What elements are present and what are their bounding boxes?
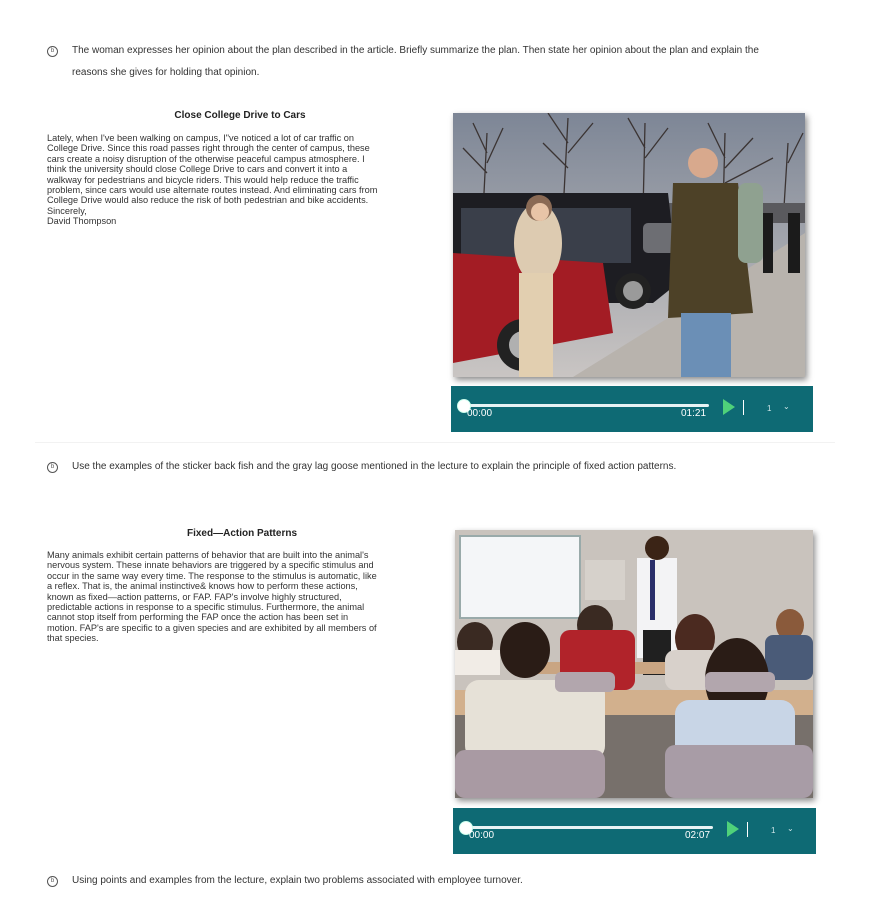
current-time: 00:00	[467, 408, 493, 419]
question-marker-icon: b	[47, 46, 58, 57]
question-1-text: The woman expresses her opinion about the plan described in the article. Briefly summarize the plan. Then state her opinion about the plan and explain the	[72, 45, 759, 56]
divider	[743, 400, 744, 415]
divider	[747, 822, 748, 837]
section-divider	[35, 442, 835, 443]
passage-1-body: Lately, when I've been walking on campus, I"ve noticed a lot of car traffic on College Drive. Since this road passes right through the center of campus, these cars create a noisy disruption of the otherwise peaceful campus atmosphere. I think the university should close College Drive to cars and convert it into a walkway for pedestrians and bicycle riders. This would help reduce the traffic problem, since cars would use alternate routes instead. And eliminating cars from College Drive would also reduce the risk of both pedestrian and bike accidents. Sincerely, David Thompson	[47, 133, 378, 227]
chevron-down-icon[interactable]: ⌄	[787, 824, 794, 833]
question-marker-icon: b	[47, 876, 58, 887]
question-2-text: Use the examples of the sticker back fish and the gray lag goose mentioned in the lecture to explain the principle of fixed action patterns.	[72, 461, 677, 472]
question-marker-icon: b	[47, 462, 58, 473]
speed-selector[interactable]: 1	[767, 404, 772, 413]
question-3-text: Using points and examples from the lecture, explain two problems associated with employee turnover.	[72, 875, 523, 886]
question-1	[47, 40, 837, 84]
duration-time: 01:21	[681, 408, 707, 419]
play-icon[interactable]	[723, 399, 735, 415]
audio-player-1	[451, 386, 813, 432]
question-2	[47, 456, 837, 478]
campus-conversation-photo	[453, 113, 805, 377]
chevron-down-icon[interactable]: ⌄	[783, 402, 790, 411]
passage-2-body: Many animals exhibit certain patterns of behavior that are built into the animal's nervous system. These innate behaviors are triggered by a specific stimulus and occur in the same way every time. The response to the stimulus is automatic, like a reflex. That is, the animal instinctive& knows how to perform these actions, known as fixed—action patterns, or FAP. FAP's involve highly structured, predictable actions in response to a specific stimulus. Furthermore, the animal cannot stop itself from performing the FAP once the action has been set in motion. FAP's are specific to a given species and are exhibited by all members of that species.	[47, 550, 377, 644]
progress-track[interactable]	[461, 404, 709, 407]
passage-1-title: Close College Drive to Cars	[174, 110, 306, 121]
classroom-lecture-photo	[455, 530, 813, 798]
passage-2-title: Fixed—Action Patterns	[186, 528, 298, 539]
play-icon[interactable]	[727, 821, 739, 837]
speed-selector[interactable]: 1	[771, 826, 776, 835]
duration-time: 02:07	[685, 830, 711, 841]
progress-track[interactable]	[463, 826, 713, 829]
current-time: 00:00	[469, 830, 495, 841]
question-1-text-line2: reasons she gives for holding that opinion.	[72, 67, 260, 78]
audio-player-2	[453, 808, 816, 854]
question-3	[47, 870, 837, 892]
